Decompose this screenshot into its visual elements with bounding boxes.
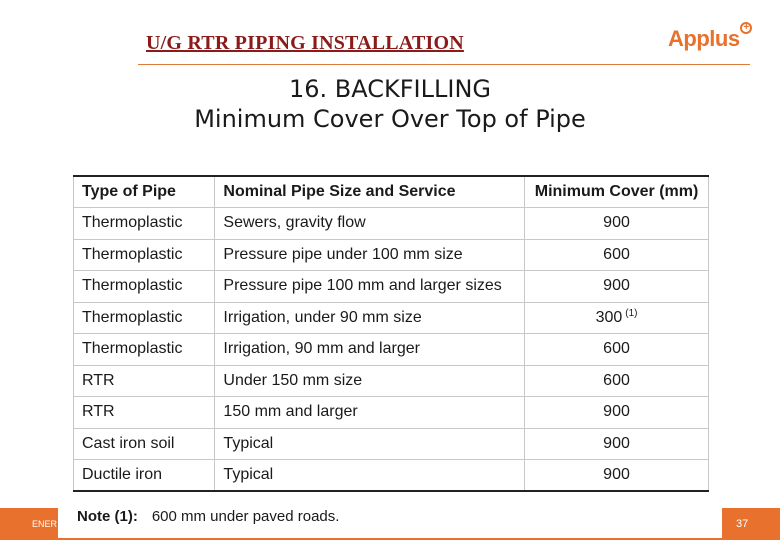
cover-value: 600 bbox=[603, 371, 630, 389]
table-row bbox=[74, 208, 709, 240]
footnote-label: Note (1): bbox=[77, 508, 138, 525]
header-nominal-size: Nominal Pipe Size and Service bbox=[215, 176, 525, 208]
cell-service: Under 150 mm size bbox=[215, 365, 525, 397]
cell-service: Irrigation, 90 mm and larger bbox=[215, 334, 525, 366]
cell-cover bbox=[525, 365, 709, 397]
cell-type: Cast iron soil bbox=[74, 428, 215, 460]
cell-type: RTR bbox=[74, 397, 215, 429]
cell-cover bbox=[525, 397, 709, 429]
cover-value: 900 bbox=[603, 403, 630, 421]
cell-type: Thermoplastic bbox=[74, 271, 215, 303]
table-row bbox=[74, 428, 709, 460]
header-minimum-cover: Minimum Cover (mm) bbox=[525, 176, 709, 208]
cell-type: RTR bbox=[74, 365, 215, 397]
cover-value: 900 bbox=[603, 466, 630, 483]
cell-service: Irrigation, under 90 mm size bbox=[215, 302, 525, 334]
cell-cover bbox=[525, 208, 709, 240]
table-header-row bbox=[74, 176, 709, 208]
cell-service: Typical bbox=[215, 428, 525, 460]
cell-type: Ductile iron bbox=[74, 460, 215, 492]
cell-type: Thermoplastic bbox=[74, 334, 215, 366]
table-row bbox=[74, 460, 709, 492]
cover-value: 900 bbox=[603, 434, 630, 452]
cell-service: Typical bbox=[215, 460, 525, 492]
cell-cover bbox=[525, 428, 709, 460]
header-title: U/G RTR PIPING INSTALLATION bbox=[146, 32, 464, 54]
table-row bbox=[74, 302, 709, 334]
footnote-marker: (1) bbox=[625, 308, 638, 320]
slide-title-line1: 16. BACKFILLING bbox=[288, 75, 491, 103]
cell-cover bbox=[525, 302, 709, 334]
minimum-cover-table bbox=[73, 175, 709, 492]
table-footnote bbox=[77, 508, 339, 525]
cover-value: 300 bbox=[595, 309, 623, 327]
table-row bbox=[74, 397, 709, 429]
cell-cover bbox=[525, 271, 709, 303]
header-divider bbox=[138, 64, 750, 65]
table-row bbox=[74, 334, 709, 366]
cell-service: 150 mm and larger bbox=[215, 397, 525, 429]
applus-logo bbox=[668, 22, 749, 52]
cell-cover bbox=[525, 239, 709, 271]
cover-value: 900 bbox=[603, 214, 630, 232]
cell-type: Thermoplastic bbox=[74, 208, 215, 240]
logo-text: Applus bbox=[668, 26, 740, 51]
cover-value: 600 bbox=[603, 245, 630, 263]
cover-value: 600 bbox=[603, 340, 630, 358]
slide-title-line2: Minimum Cover Over Top of Pipe bbox=[194, 105, 586, 133]
table-panel bbox=[58, 170, 722, 538]
table-row bbox=[74, 239, 709, 271]
table-row bbox=[74, 271, 709, 303]
cell-cover bbox=[525, 460, 709, 492]
footnote-text: 600 mm under paved roads. bbox=[151, 508, 340, 525]
page-number: 37 bbox=[736, 518, 749, 530]
cell-service: Sewers, gravity flow bbox=[215, 208, 525, 240]
table-row bbox=[74, 365, 709, 397]
cell-type: Thermoplastic bbox=[74, 302, 215, 334]
cover-value: 900 bbox=[603, 277, 630, 295]
cell-service: Pressure pipe under 100 mm size bbox=[215, 239, 525, 271]
logo-plus-icon: + bbox=[740, 22, 752, 34]
header-type-of-pipe: Type of Pipe bbox=[74, 176, 215, 208]
slide-title bbox=[0, 74, 780, 134]
cell-type: Thermoplastic bbox=[74, 239, 215, 271]
cell-cover bbox=[525, 334, 709, 366]
footer-left-text: ENER bbox=[32, 519, 58, 529]
cell-service: Pressure pipe 100 mm and larger sizes bbox=[215, 271, 525, 303]
